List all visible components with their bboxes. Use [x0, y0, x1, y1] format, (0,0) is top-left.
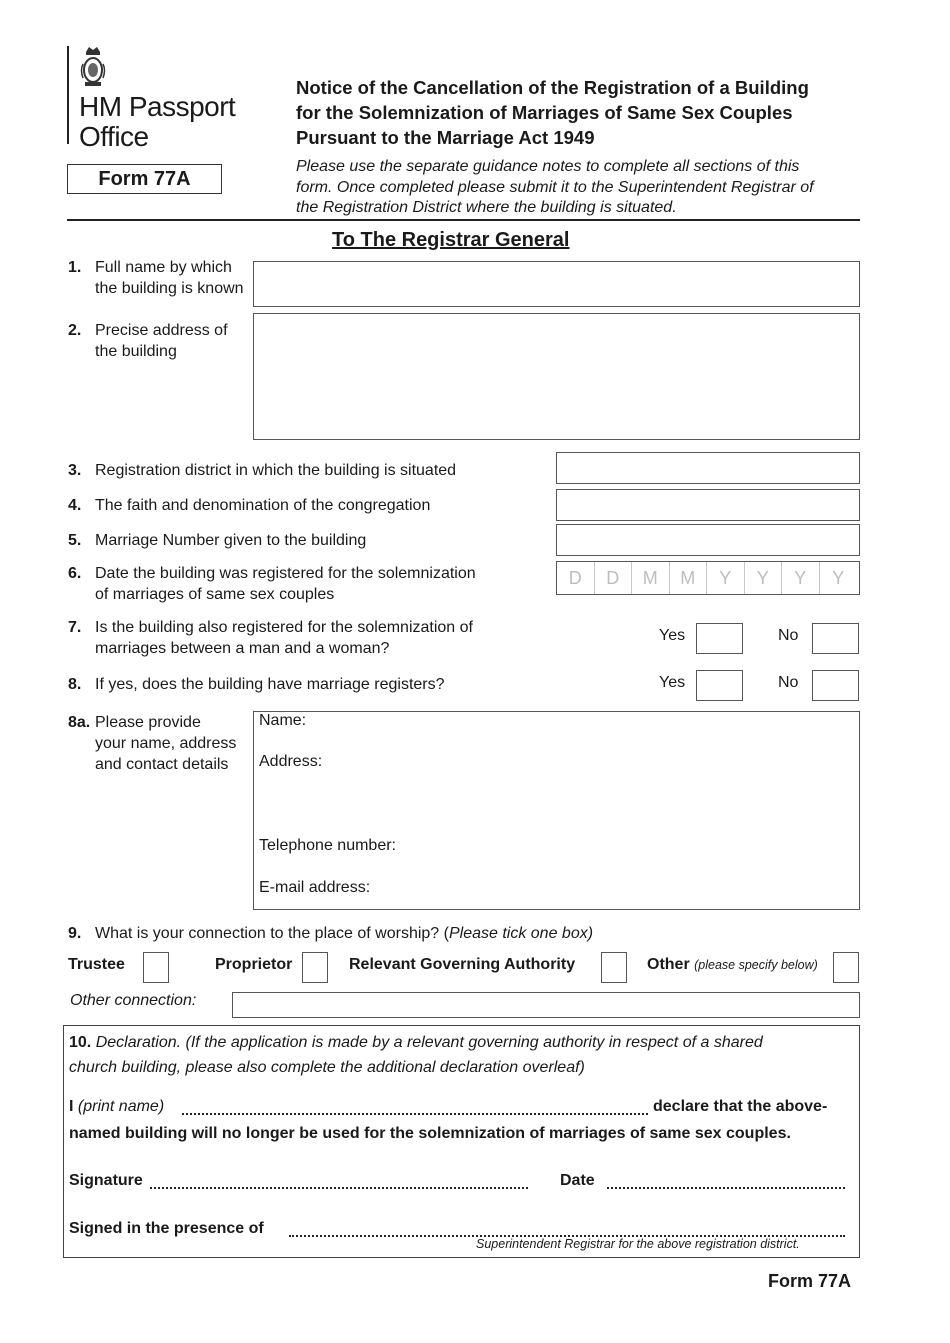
- other-checkbox[interactable]: [833, 952, 859, 983]
- declaration-line2: named building will no longer be used for the solemnization of marriages of same sex couples.: [69, 1125, 791, 1142]
- question-8-number: 8.: [68, 676, 82, 693]
- question-7-line1: Is the building also registered for the solemnization of: [95, 619, 473, 636]
- signature-line[interactable]: [150, 1187, 528, 1189]
- form-title: [296, 75, 809, 150]
- guidance-text: [296, 157, 814, 219]
- q7-yes-checkbox[interactable]: [696, 623, 743, 654]
- addressee-heading: To The Registrar General: [332, 229, 570, 251]
- presence-label: Signed in the presence of: [69, 1220, 264, 1237]
- contact-telephone-label: Telephone number:: [259, 837, 396, 854]
- q8-yes-label: Yes: [659, 674, 686, 691]
- registration-date-field[interactable]: [556, 561, 860, 595]
- date-cell-year-1[interactable]: Y: [707, 562, 745, 594]
- org-name-line2: Office: [79, 121, 149, 152]
- logo-rule: [67, 46, 69, 144]
- header-divider: [67, 219, 860, 221]
- faith-denomination-field[interactable]: [556, 489, 860, 521]
- question-5-label: Marriage Number given to the building: [95, 532, 367, 549]
- date-cell-day-1[interactable]: D: [557, 562, 595, 594]
- org-name: [79, 92, 235, 152]
- presence-note: Superintendent Registrar for the above registration district.: [476, 1237, 800, 1251]
- registration-district-field[interactable]: [556, 452, 860, 484]
- form-title-line1: Notice of the Cancellation of the Registration of a Building: [296, 77, 809, 98]
- signature-label: Signature: [69, 1172, 143, 1189]
- date-label: Date: [560, 1172, 595, 1189]
- guidance-line3: the Registration District where the building is situated.: [296, 199, 677, 216]
- question-1-line1: Full name by which: [95, 259, 232, 276]
- other-connection-field[interactable]: [232, 992, 860, 1018]
- org-name-line1: HM Passport: [79, 91, 236, 122]
- declaration-number: 10.: [69, 1034, 92, 1051]
- q7-no-checkbox[interactable]: [812, 623, 859, 654]
- royal-crest-icon: [80, 44, 106, 90]
- question-8a-label: [95, 712, 236, 775]
- q8-yes-checkbox[interactable]: [696, 670, 743, 701]
- question-1-number: 1.: [68, 259, 82, 276]
- question-6-line2: of marriages of same sex couples: [95, 586, 335, 603]
- trustee-checkbox[interactable]: [143, 952, 169, 983]
- declaration-i-row: [69, 1098, 164, 1116]
- question-6-number: 6.: [68, 565, 82, 582]
- question-3-label: Registration district in which the building is situated: [95, 462, 457, 479]
- proprietor-checkbox[interactable]: [302, 952, 328, 983]
- question-9-text-italic: Please tick one box): [448, 925, 594, 942]
- declaration-intro-text1: Declaration. (If the application is made by a relevant governing authority in respect of a shared: [95, 1034, 763, 1051]
- question-7-label: [95, 617, 473, 659]
- building-name-field[interactable]: [253, 261, 860, 307]
- declaration-intro: [69, 1030, 852, 1080]
- contact-name-label: Name:: [259, 712, 307, 729]
- guidance-line2: form. Once completed please submit it to the Superintendent Registrar of: [296, 178, 814, 196]
- q7-no-label: No: [778, 627, 799, 644]
- declaration-box: [63, 1025, 860, 1258]
- question-6-line1: Date the building was registered for the solemnization: [95, 565, 476, 582]
- question-7-number: 7.: [68, 619, 82, 636]
- date-cell-month-1[interactable]: M: [632, 562, 670, 594]
- other-connection-label: Other connection:: [70, 992, 197, 1009]
- question-2-line1: Precise address of: [95, 322, 228, 339]
- declaration-i-label: I: [69, 1098, 74, 1115]
- question-9-label: [95, 923, 593, 944]
- declaration-intro-line2: church building, please also complete the additional declaration overleaf): [69, 1059, 585, 1076]
- guidance-line1: Please use the separate guidance notes to complete all sections of this: [296, 158, 800, 175]
- question-9-text: What is your connection to the place of worship? (: [95, 925, 449, 942]
- contact-address-label: Address:: [259, 753, 323, 770]
- question-8a-line2: your name, address: [95, 735, 237, 752]
- declaration-print-name-label: (print name): [77, 1098, 165, 1115]
- declaration-intro-line1: [69, 1030, 852, 1055]
- contact-details-field[interactable]: [253, 711, 860, 910]
- q8-no-checkbox[interactable]: [812, 670, 859, 701]
- contact-email-label: E-mail address:: [259, 879, 371, 896]
- declaration-declare-text: declare that the above-: [653, 1098, 828, 1115]
- form-title-line3: Pursuant to the Marriage Act 1949: [296, 127, 595, 148]
- date-cell-year-4[interactable]: Y: [832, 568, 845, 588]
- other-label-note: (please specify below): [694, 958, 818, 972]
- question-4-number: 4.: [68, 497, 82, 514]
- question-6-label: [95, 563, 476, 605]
- question-1-label: [95, 257, 244, 299]
- other-label-text: Other: [647, 956, 690, 973]
- marriage-number-field[interactable]: [556, 524, 860, 556]
- date-cell-year-2[interactable]: Y: [745, 562, 783, 594]
- question-2-line2: the building: [95, 343, 177, 360]
- form-label: Form 77A: [98, 168, 191, 190]
- building-address-field[interactable]: [253, 313, 860, 440]
- date-cell-day-2[interactable]: D: [595, 562, 633, 594]
- governing-authority-label: Relevant Governing Authority: [349, 956, 576, 973]
- q7-yes-label: Yes: [659, 627, 686, 644]
- print-name-line[interactable]: [182, 1113, 648, 1115]
- question-8a-number: 8a.: [68, 714, 91, 731]
- form-title-line2: for the Solemnization of Marriages of Same Sex Couples: [296, 102, 793, 123]
- footer-form-label: Form 77A: [768, 1271, 852, 1291]
- date-cell-year-3[interactable]: Y: [782, 562, 820, 594]
- other-label: [647, 956, 818, 974]
- q8-no-label: No: [778, 674, 799, 691]
- question-8a-line1: Please provide: [95, 714, 201, 731]
- question-1-line2: the building is known: [95, 280, 244, 297]
- form-label-box: [67, 164, 222, 194]
- trustee-label: Trustee: [68, 956, 125, 973]
- proprietor-label: Proprietor: [215, 956, 293, 973]
- question-9-number: 9.: [68, 925, 82, 942]
- question-8-label: If yes, does the building have marriage registers?: [95, 676, 445, 693]
- question-3-number: 3.: [68, 462, 82, 479]
- question-8a-line3: and contact details: [95, 756, 229, 773]
- question-2-label: [95, 320, 228, 362]
- question-5-number: 5.: [68, 532, 82, 549]
- question-2-number: 2.: [68, 322, 82, 339]
- governing-authority-checkbox[interactable]: [601, 952, 627, 983]
- question-7-line2: marriages between a man and a woman?: [95, 640, 390, 657]
- date-line[interactable]: [607, 1187, 845, 1189]
- question-4-label: The faith and denomination of the congregation: [95, 497, 431, 514]
- date-cell-month-2[interactable]: M: [670, 562, 708, 594]
